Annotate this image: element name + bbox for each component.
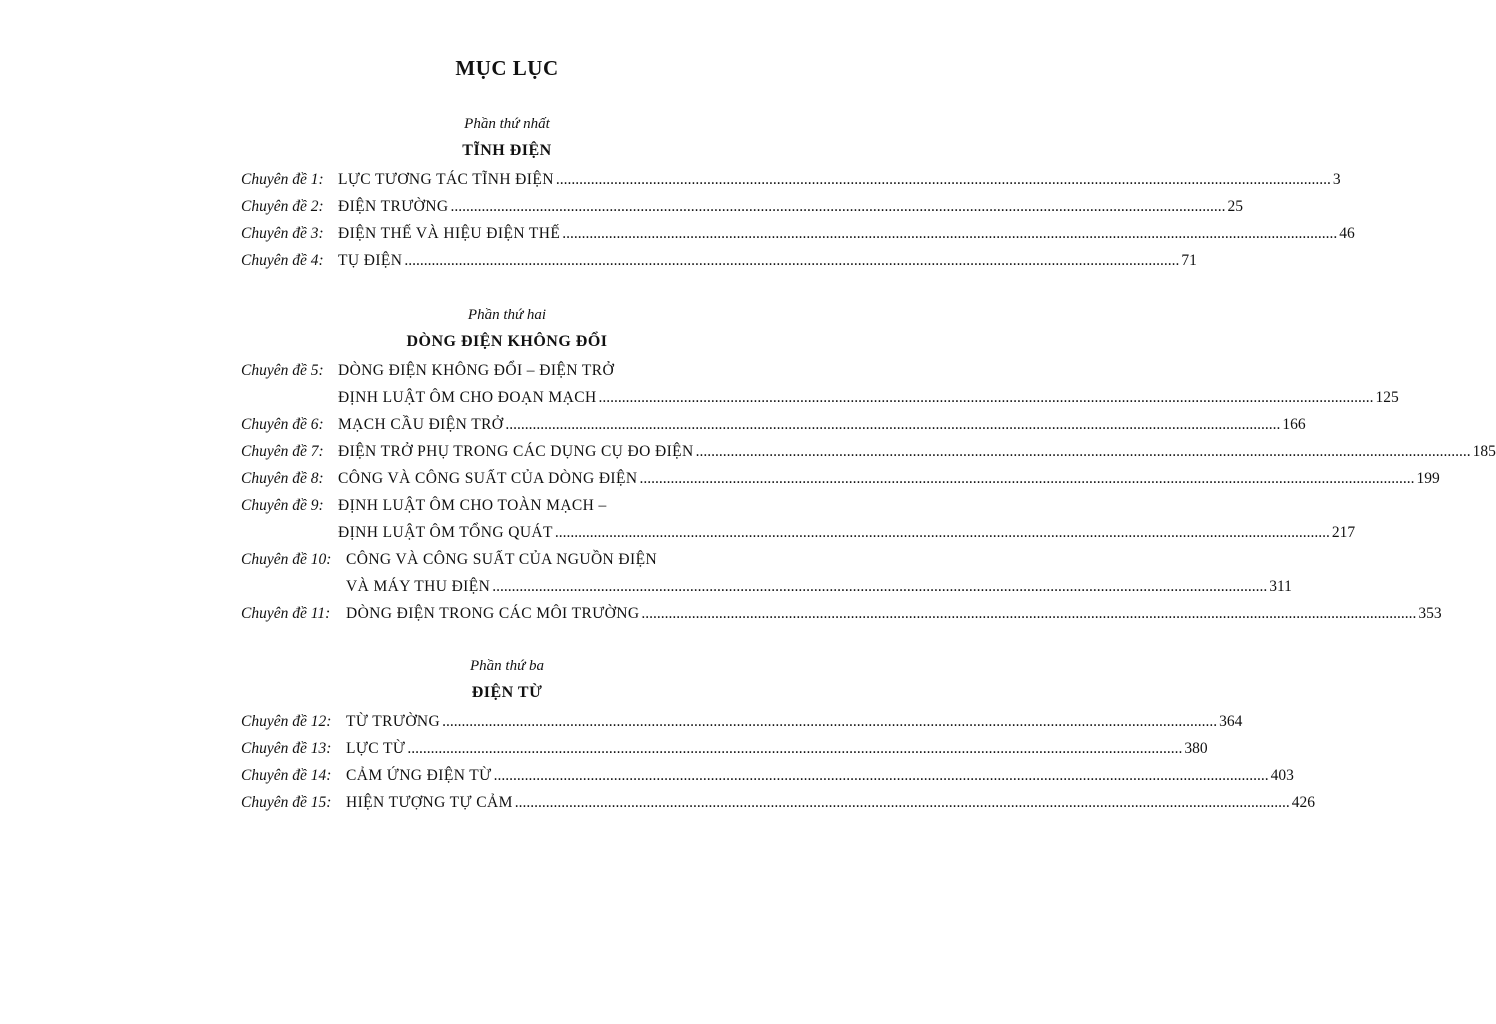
dot-leader: ........................................................................................................................................................................................................ (514, 794, 1290, 811)
chapter-number: Chuyên đề 9: (241, 497, 324, 514)
chapter-title: ĐỊNH LUẬT ÔM CHO ĐOẠN MẠCH (338, 389, 597, 406)
toc-entry[interactable] (0, 357, 1014, 384)
toc-entry[interactable] (0, 789, 1316, 816)
entry-line (338, 438, 1496, 465)
chapter-number: Chuyên đề 14: (241, 767, 332, 784)
dot-leader: ........................................................................................................................................................................................................ (450, 198, 1226, 215)
toc-entry[interactable] (0, 193, 1243, 220)
toc-entry[interactable] (0, 708, 1243, 735)
dot-leader: ........................................................................................................................................................................................................ (641, 605, 1417, 622)
toc-entry[interactable] (0, 465, 1440, 492)
part-title: DÒNG ĐIỆN KHÔNG ĐỔI (406, 333, 608, 350)
entry-line (346, 708, 1243, 735)
chapter-title: DÒNG ĐIỆN KHÔNG ĐỔI – ĐIỆN TRỞ (338, 362, 615, 379)
chapter-number: Chuyên đề 15: (241, 794, 332, 811)
page-number: 217 (1331, 524, 1356, 541)
chapter-number: Chuyên đề 12: (241, 713, 332, 730)
toc-entry-continuation[interactable] (0, 384, 1399, 411)
part-section (0, 654, 1316, 816)
entry-line (346, 546, 788, 573)
dot-leader: ........................................................................................................................................................................................................ (442, 713, 1218, 730)
page-number: 46 (1339, 225, 1355, 242)
entry-line (346, 735, 1208, 762)
chapter-title: LỰC TƯƠNG TÁC TĨNH ĐIỆN (338, 171, 554, 188)
part-title: TĨNH ĐIỆN (462, 142, 552, 159)
toc-entry[interactable] (0, 220, 1355, 247)
page-number: 380 (1184, 740, 1208, 757)
toc-entry[interactable] (0, 166, 1341, 193)
toc-entry[interactable] (0, 247, 1197, 274)
chapter-title: HIỆN TƯỢNG TỰ CẢM (346, 794, 513, 811)
chapter-number: Chuyên đề 10: (241, 551, 332, 568)
chapter-title: ĐỊNH LUẬT ÔM CHO TOÀN MẠCH – (338, 497, 607, 514)
dot-leader: ........................................................................................................................................................................................................ (404, 252, 1180, 269)
chapter-title: ĐỊNH LUẬT ÔM TỔNG QUÁT (338, 524, 553, 541)
chapter-title: CÔNG VÀ CÔNG SUẤT CỦA DÒNG ĐIỆN (338, 470, 638, 487)
chapter-number: Chuyên đề 7: (241, 443, 324, 460)
entry-line (338, 220, 1355, 247)
entry-line (346, 789, 1316, 816)
part-section (0, 112, 1355, 274)
page-number: 403 (1270, 767, 1294, 784)
dot-leader: ........................................................................................................................................................................................................ (492, 578, 1268, 595)
part-label: Phần thứ ba (469, 658, 544, 674)
toc-entry[interactable] (0, 438, 1496, 465)
entry-line (346, 600, 1442, 627)
entry-line (338, 492, 788, 519)
entry-line (338, 411, 1306, 438)
chapter-title: VÀ MÁY THU ĐIỆN (346, 578, 491, 595)
toc-entry[interactable] (0, 411, 1306, 438)
toc-entry[interactable] (0, 492, 1014, 519)
page-number: 185 (1472, 443, 1496, 460)
toc-entry-continuation[interactable] (0, 573, 1292, 600)
page-number: 199 (1416, 470, 1440, 487)
dot-leader: ........................................................................................................................................................................................................ (407, 740, 1183, 757)
chapter-number: Chuyên đề 4: (241, 252, 324, 269)
chapter-title: LỰC TỪ (346, 740, 406, 757)
entry-line (338, 357, 788, 384)
chapter-title: ĐIỆN TRỞ PHỤ TRONG CÁC DỤNG CỤ ĐO ĐIỆN (338, 443, 694, 460)
toc-entry[interactable] (0, 546, 1014, 573)
chapter-title: ĐIỆN THẾ VÀ HIỆU ĐIỆN THẾ (338, 225, 561, 242)
page-number: 71 (1181, 252, 1197, 269)
entry-line (346, 573, 1292, 600)
page-number: 311 (1269, 578, 1292, 595)
dot-leader: ........................................................................................................................................................................................................ (554, 524, 1330, 541)
dot-leader: ........................................................................................................................................................................................................ (505, 416, 1281, 433)
part-title: ĐIỆN TỪ (471, 684, 543, 701)
page-number: 125 (1375, 389, 1399, 406)
entry-line (338, 465, 1440, 492)
toc-entry-continuation[interactable] (0, 519, 1356, 546)
entry-line (338, 166, 1341, 193)
page-title: MỤC LỤC (455, 56, 559, 80)
page-number: 25 (1227, 198, 1243, 215)
chapter-number: Chuyên đề 13: (241, 740, 332, 757)
toc-entry[interactable] (0, 600, 1442, 627)
chapter-number: Chuyên đề 5: (241, 362, 324, 379)
entry-line (338, 384, 1399, 411)
dot-leader: ........................................................................................................................................................................................................ (493, 767, 1269, 784)
part-label: Phần thứ nhất (464, 116, 550, 132)
chapter-title: ĐIỆN TRƯỜNG (338, 198, 449, 215)
entry-line (338, 193, 1243, 220)
dot-leader: ........................................................................................................................................................................................................ (555, 171, 1331, 188)
chapter-title: TỤ ĐIỆN (338, 252, 403, 269)
toc-entry[interactable] (0, 735, 1208, 762)
chapter-number: Chuyên đề 8: (241, 470, 324, 487)
chapter-number: Chuyên đề 1: (241, 171, 324, 188)
chapter-number: Chuyên đề 2: (241, 198, 324, 215)
page-number: 166 (1282, 416, 1306, 433)
page-number: 3 (1332, 171, 1341, 188)
entry-line (346, 762, 1294, 789)
dot-leader: ........................................................................................................................................................................................................ (695, 443, 1471, 460)
chapter-title: CẢM ỨNG ĐIỆN TỪ (346, 767, 492, 784)
part-section (0, 303, 1496, 627)
toc-entry[interactable] (0, 762, 1294, 789)
dot-leader: ........................................................................................................................................................................................................ (639, 470, 1415, 487)
chapter-number: Chuyên đề 6: (241, 416, 324, 433)
page-number: 353 (1418, 605, 1442, 622)
page-number: 364 (1219, 713, 1243, 730)
chapter-number: Chuyên đề 11: (241, 605, 331, 622)
entry-line (338, 247, 1197, 274)
dot-leader: ........................................................................................................................................................................................................ (562, 225, 1338, 242)
chapter-title: MẠCH CẦU ĐIỆN TRỞ (338, 416, 504, 433)
chapter-number: Chuyên đề 3: (241, 225, 324, 242)
chapter-title: CÔNG VÀ CÔNG SUẤT CỦA NGUỒN ĐIỆN (346, 551, 658, 568)
chapter-title: DÒNG ĐIỆN TRONG CÁC MÔI TRƯỜNG (346, 605, 640, 622)
chapter-title: TỪ TRƯỜNG (346, 713, 441, 730)
dot-leader: ........................................................................................................................................................................................................ (598, 389, 1374, 406)
page-number: 426 (1291, 794, 1316, 811)
entry-line (338, 519, 1356, 546)
part-label: Phần thứ hai (467, 307, 547, 323)
